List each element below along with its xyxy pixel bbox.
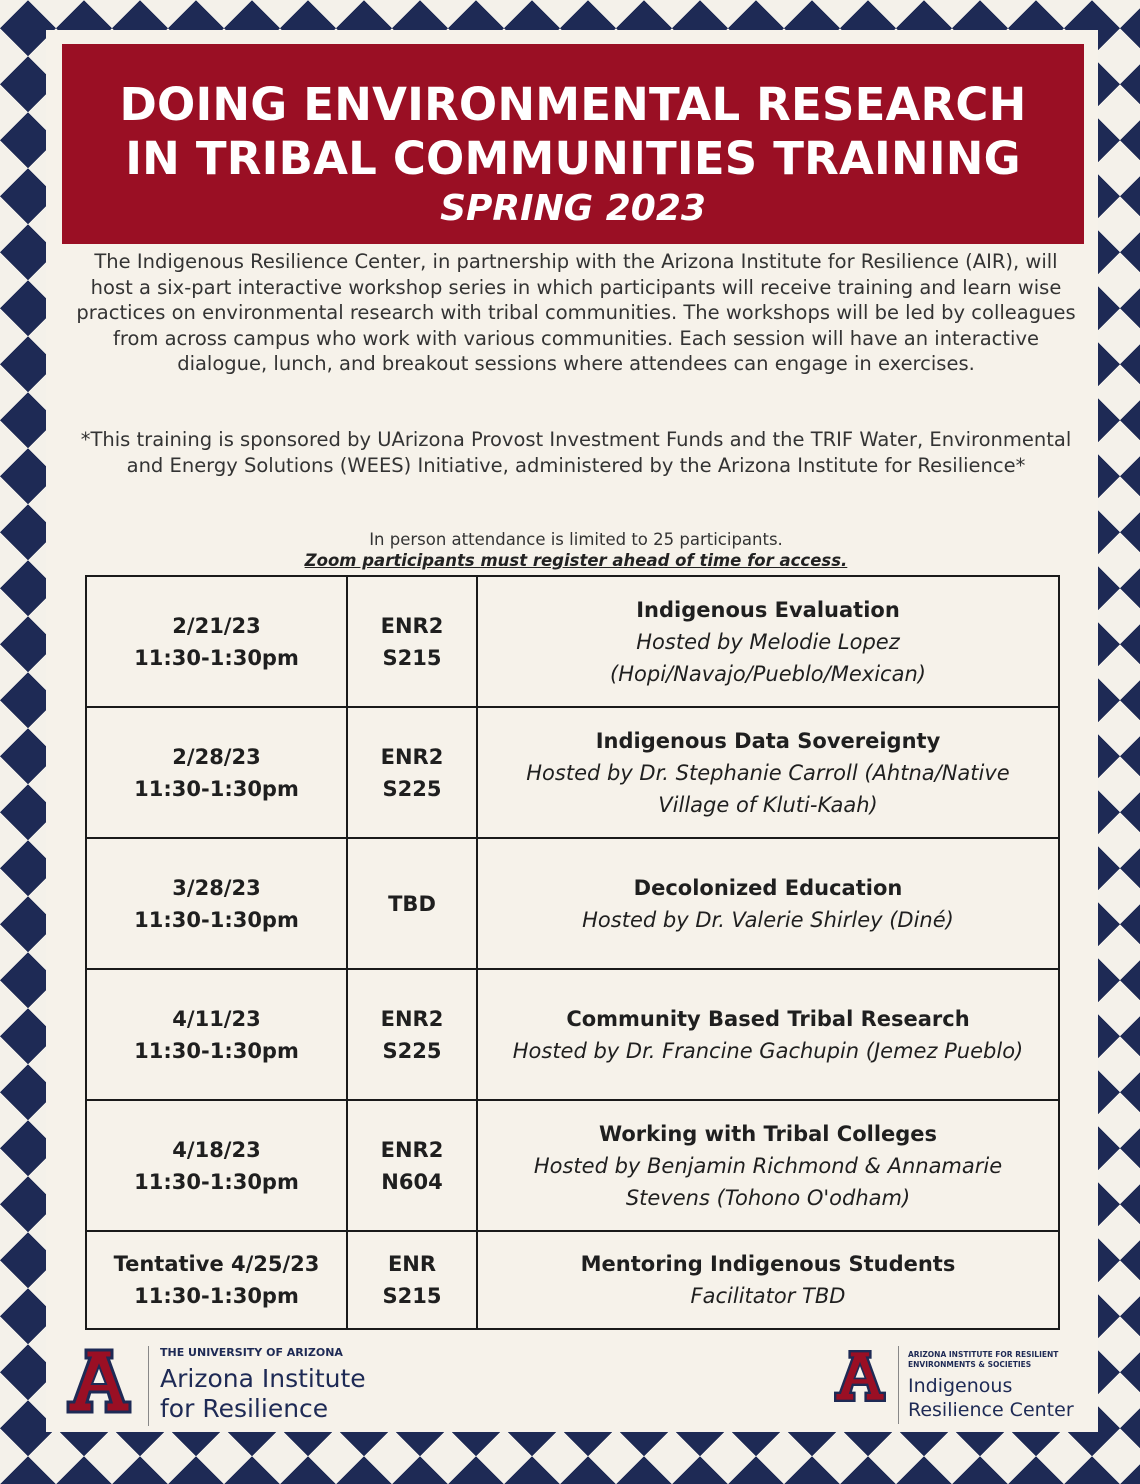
date-cell xyxy=(86,969,347,1100)
table-row xyxy=(86,838,1059,969)
room-number: S225 xyxy=(382,1038,442,1063)
table-row xyxy=(86,576,1059,707)
workshop-host-cont: Stevens (Tohono O'odham) xyxy=(625,1185,911,1210)
workshop-host-cont: (Hopi/Navajo/Pueblo/Mexican) xyxy=(610,661,926,686)
logo-divider xyxy=(148,1346,149,1426)
workshop-title: Indigenous Data Sovereignty xyxy=(595,728,941,753)
center-name-line1: Indigenous xyxy=(908,1375,1013,1397)
room-cell xyxy=(347,1100,477,1231)
session-time: 11:30-1:30pm xyxy=(134,1038,299,1063)
ua-a-logo-icon xyxy=(64,1346,134,1416)
date-cell xyxy=(86,1231,347,1329)
room-building: ENR2 xyxy=(380,1137,444,1162)
table-row xyxy=(86,707,1059,838)
workshop-cell xyxy=(477,838,1059,969)
date-cell xyxy=(86,707,347,838)
room-building: TBD xyxy=(388,891,436,916)
workshop-host: Hosted by Melodie Lopez xyxy=(636,629,900,654)
room-cell xyxy=(347,576,477,707)
workshop-title: Decolonized Education xyxy=(633,875,903,900)
date-cell xyxy=(86,1100,347,1231)
workshop-cell xyxy=(477,576,1059,707)
session-time: 11:30-1:30pm xyxy=(134,645,299,670)
room-number: S225 xyxy=(382,776,442,801)
workshop-host: Facilitator TBD xyxy=(690,1284,846,1308)
session-date: 2/21/23 xyxy=(172,613,261,638)
session-date: 3/28/23 xyxy=(172,875,261,900)
session-time: 11:30-1:30pm xyxy=(134,1169,299,1194)
room-building: ENR2 xyxy=(380,613,444,638)
logo-divider xyxy=(898,1346,899,1424)
intro-paragraph: The Indigenous Resilience Center, in partnership with the Arizona Institute for Resilience (AIR), will host a six-part interactive workshop series in which participants will receive training and learn wise practices on environmental research with tribal communities. The workshops will be led by colleagues from across campus who work with various communities. Each session will have an interactive dialogue, lunch, and breakout sessions where attendees can engage in exercises. xyxy=(76,250,1076,375)
date-cell xyxy=(86,576,347,707)
room-building: ENR2 xyxy=(380,1006,444,1031)
room-number: N604 xyxy=(381,1169,443,1194)
attendance-limit: In person attendance is limited to 25 participants. xyxy=(369,530,783,549)
title-line-2: IN TRIBAL COMMUNITIES TRAINING xyxy=(125,132,1021,185)
workshop-cell xyxy=(477,1100,1059,1231)
workshop-host: Hosted by Dr. Francine Gachupin (Jemez Pueblo) xyxy=(512,1038,1024,1063)
room-cell xyxy=(347,1231,477,1329)
irc-logo xyxy=(832,1346,1092,1426)
session-time: 11:30-1:30pm xyxy=(134,1284,299,1308)
table-row xyxy=(86,1100,1059,1231)
schedule-table xyxy=(85,575,1060,1330)
session-time: 11:30-1:30pm xyxy=(134,776,299,801)
table-row xyxy=(86,969,1059,1100)
subtitle: SPRING 2023 xyxy=(440,188,706,229)
table-row xyxy=(86,1231,1059,1329)
workshop-cell xyxy=(477,707,1059,838)
center-name-line2: Resilience Center xyxy=(908,1399,1074,1421)
air-logo xyxy=(62,1340,402,1428)
workshop-host: Hosted by Dr. Valerie Shirley (Diné) xyxy=(582,907,954,932)
title-banner xyxy=(62,44,1084,244)
institute-name-line2: for Resilience xyxy=(160,1394,329,1423)
room-cell xyxy=(347,838,477,969)
room-building: ENR xyxy=(387,1252,437,1276)
institute-name-line1: Arizona Institute xyxy=(160,1364,366,1393)
workshop-title: Working with Tribal Colleges xyxy=(598,1121,938,1146)
date-cell xyxy=(86,838,347,969)
workshop-title: Indigenous Evaluation xyxy=(636,597,900,622)
title-line-1: DOING ENVIRONMENTAL RESEARCH xyxy=(119,78,1027,131)
room-cell xyxy=(347,969,477,1100)
ua-a-logo-icon xyxy=(832,1348,888,1404)
session-date: 4/18/23 xyxy=(172,1137,261,1162)
session-date: 4/11/23 xyxy=(172,1006,261,1031)
room-building: ENR2 xyxy=(380,744,444,769)
parent-org-line2: ENVIRONMENTS & SOCIETIES xyxy=(908,1360,1032,1369)
session-time: 11:30-1:30pm xyxy=(134,907,299,932)
workshop-cell xyxy=(477,969,1059,1100)
university-name: THE UNIVERSITY OF ARIZONA xyxy=(160,1346,343,1359)
workshop-title: Mentoring Indigenous Students xyxy=(580,1252,956,1276)
workshop-host: Hosted by Dr. Stephanie Carroll (Ahtna/Native xyxy=(526,760,1010,785)
zoom-note: Zoom participants must register ahead of time for access. xyxy=(304,551,848,570)
workshop-host-cont: Village of Kluti-Kaah) xyxy=(658,792,878,817)
room-number: S215 xyxy=(382,1284,442,1308)
parent-org-line1: ARIZONA INSTITUTE FOR RESILIENT xyxy=(908,1350,1059,1359)
sponsor-note: *This training is sponsored by UArizona Provost Investment Funds and the TRIF Water, Environmental and Energy Solutions (WEES) Initiative, administered by the Arizona Institute for Resilience* xyxy=(80,428,1072,477)
session-date: 2/28/23 xyxy=(172,744,261,769)
room-cell xyxy=(347,707,477,838)
session-date: Tentative 4/25/23 xyxy=(113,1252,320,1276)
workshop-cell xyxy=(477,1231,1059,1329)
workshop-title: Community Based Tribal Research xyxy=(566,1006,970,1031)
workshop-host: Hosted by Benjamin Richmond & Annamarie xyxy=(533,1153,1003,1178)
room-number: S215 xyxy=(382,645,442,670)
